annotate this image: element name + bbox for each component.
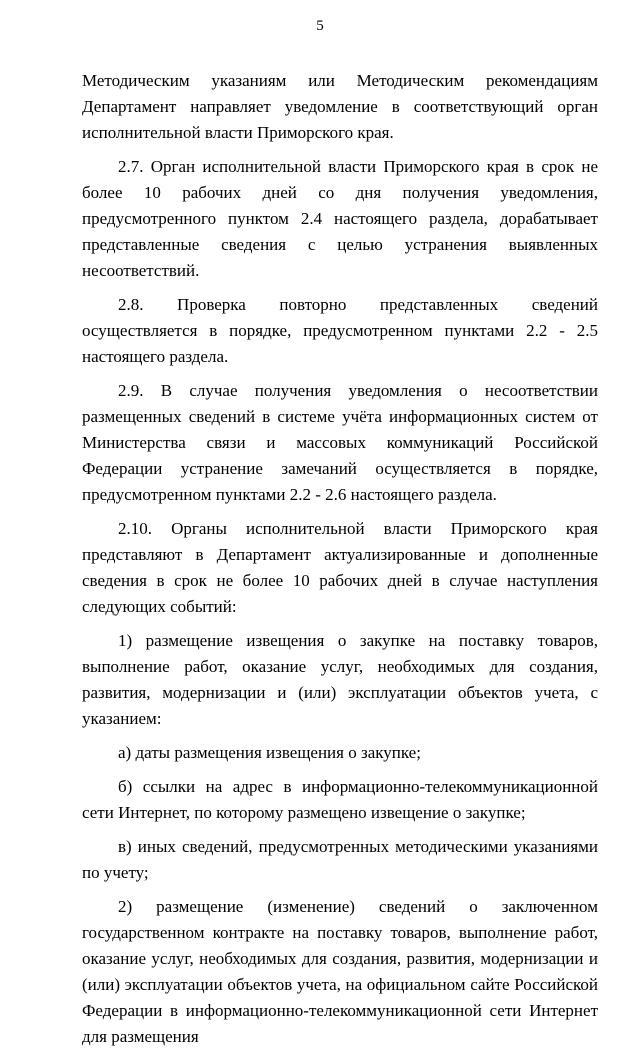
list-item-b: б) ссылки на адрес в информационно-телекоммуникационной сети Интернет, по которому размещено извещение о закупке; (82, 777, 598, 822)
paragraph-continuation: Методическим указаниям или Методическим рекомендациям Департамент направляет уведомление в соответствующий орган исполнительной власти Приморского края. (82, 71, 598, 142)
list-item-a: а) даты размещения извещения о закупке; (118, 743, 421, 762)
list-item-v: в) иных сведений, предусмотренных методическими указаниями по учету; (82, 837, 598, 882)
list-item-1: 1) размещение извещения о закупке на поставку товаров, выполнение работ, оказание услуг, необходимых для создания, развития, модернизации и (или) эксплуатации объектов учета, с указанием: (82, 631, 598, 728)
list-item-2: 2) размещение (изменение) сведений о заключенном государственном контракте на поставку товаров, выполнение работ, оказание услуг, необходимых для создания, развития, модернизации и (или) эксплуатации объектов учета, на официальном сайте Российской Федерации в информационно-телекоммуникационной сети Интернет для размещения (82, 897, 598, 1046)
paragraph-2-8: 2.8. Проверка повторно представленных сведений осуществляется в порядке, предусмотренном пунктами 2.2 - 2.5 настоящего раздела. (82, 295, 598, 366)
paragraph-2-9: 2.9. В случае получения уведомления о несоответствии размещенных сведений в системе учёта информационных систем от Министерства связи и массовых коммуникаций Российской Федерации устранение замечаний осуществляется в порядке, предусмотренном пунктами 2.2 - 2.6 настоящего раздела. (82, 381, 598, 504)
paragraph-2-7: 2.7. Орган исполнительной власти Приморского края в срок не более 10 рабочих дней со дня получения уведомления, предусмотренного пунктом 2.4 настоящего раздела, дорабатывает представленные сведения с целью устранения выявленных несоответствий. (82, 157, 598, 280)
page-number: 5 (316, 18, 324, 34)
paragraph-2-10: 2.10. Органы исполнительной власти Приморского края представляют в Департамент актуализированные и дополненные сведения в срок не более 10 рабочих дней в случае наступления следующих событий: (82, 519, 598, 616)
document-body (82, 68, 598, 1058)
